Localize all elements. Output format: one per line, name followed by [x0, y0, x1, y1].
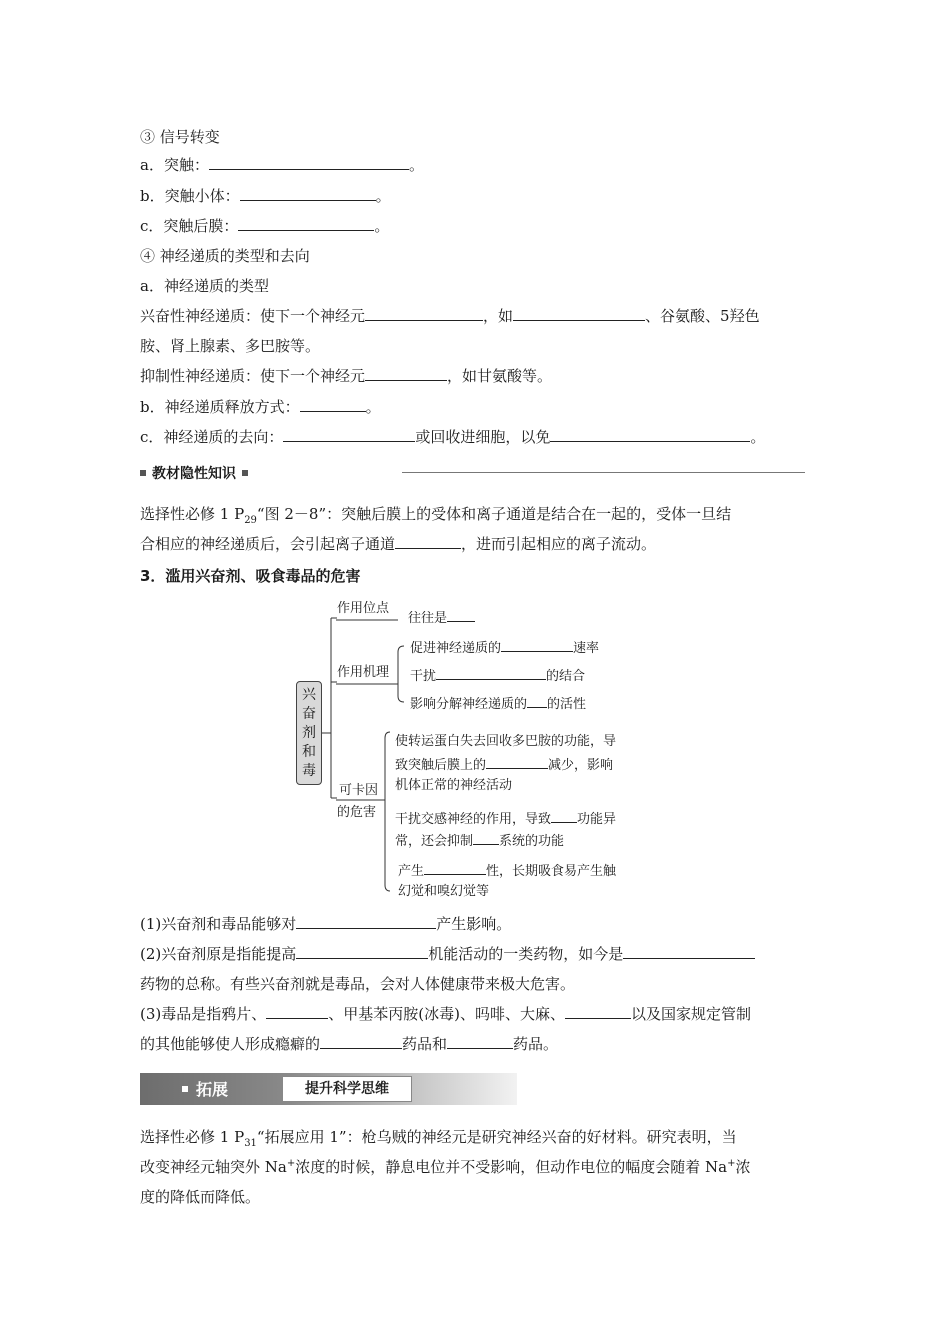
text: 速率 — [573, 641, 600, 656]
branch-cocaine-harm: 的危害 — [337, 805, 377, 820]
expand-label: 拓展 — [196, 1080, 229, 1099]
blank[interactable] — [296, 943, 428, 959]
text: 浓度的时候，静息电位并不受影响，但动作电位的幅度会随着 Na — [295, 1158, 728, 1176]
text: 或回收进细胞，以免 — [415, 428, 551, 446]
blank[interactable] — [486, 755, 548, 769]
text: 促进神经递质的 — [410, 641, 502, 656]
cocaine-harm-1-line3: 机体正常的神经活动 — [395, 778, 513, 793]
text: b．突触小体： — [140, 187, 240, 205]
leaf-mechanism-2 — [410, 666, 585, 686]
text: ，如 — [483, 307, 514, 325]
expand-p2 — [140, 1156, 750, 1178]
text: 。 — [750, 428, 766, 446]
text: “图 2－8”：突触后膜上的受体和离子通道是结合在一起的，受体一旦结 — [256, 505, 732, 523]
cocaine-harm-2-line1 — [395, 809, 616, 829]
text: 。 — [365, 398, 381, 416]
text: 药品。 — [513, 1035, 559, 1053]
text: a．突触： — [140, 156, 209, 174]
cocaine-harm-1-line2 — [395, 755, 613, 775]
text: 功能异 — [577, 812, 617, 827]
blank[interactable] — [527, 694, 547, 708]
square-bullet-icon — [182, 1086, 188, 1092]
blank[interactable] — [424, 861, 486, 875]
root-char: 兴 — [302, 687, 316, 703]
superscript: + — [286, 1158, 296, 1169]
cocaine-harm-3-line1 — [398, 861, 616, 881]
root-char: 剂 — [302, 725, 316, 741]
branch-connectors — [331, 618, 337, 798]
text: 。 — [374, 217, 390, 235]
cocaine-harm-2-line2 — [395, 831, 564, 851]
text: 兴奋性神经递质：使下一个神经元 — [140, 307, 366, 325]
text: 药品和 — [402, 1035, 448, 1053]
heading-text: 教材隐性知识 — [152, 465, 236, 482]
leaf-mechanism-3 — [410, 694, 586, 714]
blank[interactable] — [266, 1003, 328, 1019]
text: 胺、肾上腺素、多巴胺等。 — [140, 337, 321, 355]
blank[interactable] — [320, 1033, 402, 1049]
leaf-mechanism-1 — [410, 638, 599, 658]
text: 以及国家规定管制 — [630, 1005, 751, 1023]
text: ，进而引起相应的离子流动。 — [461, 535, 657, 553]
branch-cocaine: 可卡因 — [339, 783, 379, 798]
text: 选择性必修 1 P — [140, 505, 245, 523]
question-2-cont — [140, 973, 575, 995]
blank[interactable] — [296, 913, 436, 929]
text: 往往是 — [408, 611, 448, 626]
blank[interactable] — [623, 943, 755, 959]
expand-p3 — [140, 1186, 260, 1208]
text: “拓展应用 1”：枪乌贼的神经元是研究神经兴奋的好材料。研究表明，当 — [256, 1128, 737, 1146]
text: 度的降低而降低。 — [140, 1188, 261, 1206]
text: a．神经递质的类型 — [140, 277, 269, 295]
blank[interactable] — [551, 809, 577, 823]
root-char: 毒 — [302, 763, 316, 779]
expand-p1 — [140, 1126, 737, 1148]
page-subscript: 29 — [244, 515, 257, 526]
text: 3．滥用兴奋剂、吸食毒品的危害 — [140, 567, 361, 585]
text: 常，还会抑制 — [395, 834, 474, 849]
text: ，如甘氨酸等。 — [447, 367, 553, 385]
text: 减少，影响 — [548, 758, 614, 773]
text: 。 — [375, 187, 391, 205]
cocaine-brace — [385, 732, 390, 891]
text: b．神经递质释放方式： — [140, 398, 300, 416]
expand-subtitle: 提升科学思维 — [282, 1076, 412, 1102]
leaf-action-site — [408, 608, 475, 628]
blank[interactable] — [447, 1033, 513, 1049]
text: 抑制性神经递质：使下一个神经元 — [140, 367, 366, 385]
text: 性，长期吸食易产生触 — [486, 864, 617, 879]
root-char: 奋 — [302, 706, 316, 722]
text: (2)兴奋剂原是指能提高 — [140, 945, 297, 963]
text: 干扰 — [410, 669, 437, 684]
superscript: + — [727, 1158, 736, 1169]
text: c．突触后膜： — [140, 217, 239, 235]
text: 系统的功能 — [499, 834, 565, 849]
text: ④ 神经递质的类型和去向 — [140, 247, 310, 265]
blank[interactable] — [436, 666, 546, 680]
page-subscript: 31 — [244, 1138, 257, 1149]
text: (3)毒品是指鸦片、 — [140, 1005, 267, 1023]
expand-banner — [140, 1073, 517, 1105]
concept-map-root — [296, 681, 322, 785]
text: 机能活动的一类药物，如今是 — [428, 945, 624, 963]
question-2 — [140, 943, 755, 965]
question-3 — [140, 1003, 751, 1025]
blank[interactable] — [501, 638, 573, 652]
text: 致突触后膜上的 — [395, 758, 487, 773]
text: 的活性 — [547, 697, 587, 712]
text: 的结合 — [546, 669, 586, 684]
text: 改变神经元轴突外 Na — [140, 1158, 287, 1176]
branch-action-site: 作用位点 — [337, 601, 390, 616]
text: 干扰交感神经的作用，导致 — [395, 812, 552, 827]
mechanism-brace — [398, 646, 404, 702]
text: (1)兴奋剂和毒品能够对 — [140, 915, 297, 933]
text: 。 — [408, 156, 424, 174]
text: c．神经递质的去向： — [140, 428, 284, 446]
blank[interactable] — [473, 831, 499, 845]
cocaine-harm-3-line2: 幻觉和嗅幻觉等 — [398, 884, 490, 899]
cocaine-harm-1-line1: 使转运蛋白失去回收多巴胺的功能，导 — [395, 734, 617, 749]
blank[interactable] — [447, 608, 475, 622]
blank[interactable] — [565, 1003, 631, 1019]
text: 产生 — [398, 864, 425, 879]
text: 药物的总称。有些兴奋剂就是毒品，会对人体健康带来极大危害。 — [140, 975, 576, 993]
text: 产生影响。 — [436, 915, 512, 933]
text: 、甲基苯丙胺(冰毒)、吗啡、大麻、 — [328, 1005, 565, 1023]
text: 的其他能够使人形成瘾癖的 — [140, 1035, 321, 1053]
text: 选择性必修 1 P — [140, 1128, 245, 1146]
text: ③ 信号转变 — [140, 128, 220, 146]
text: 合相应的神经递质后，会引起离子通道 — [140, 535, 396, 553]
question-3-cont — [140, 1033, 558, 1055]
text: 、谷氨酸、5羟色 — [645, 307, 760, 325]
root-char: 和 — [302, 744, 316, 760]
text: 浓 — [735, 1158, 751, 1176]
branch-mechanism: 作用机理 — [337, 665, 390, 680]
text: 影响分解神经递质的 — [410, 697, 528, 712]
question-1 — [140, 913, 511, 935]
